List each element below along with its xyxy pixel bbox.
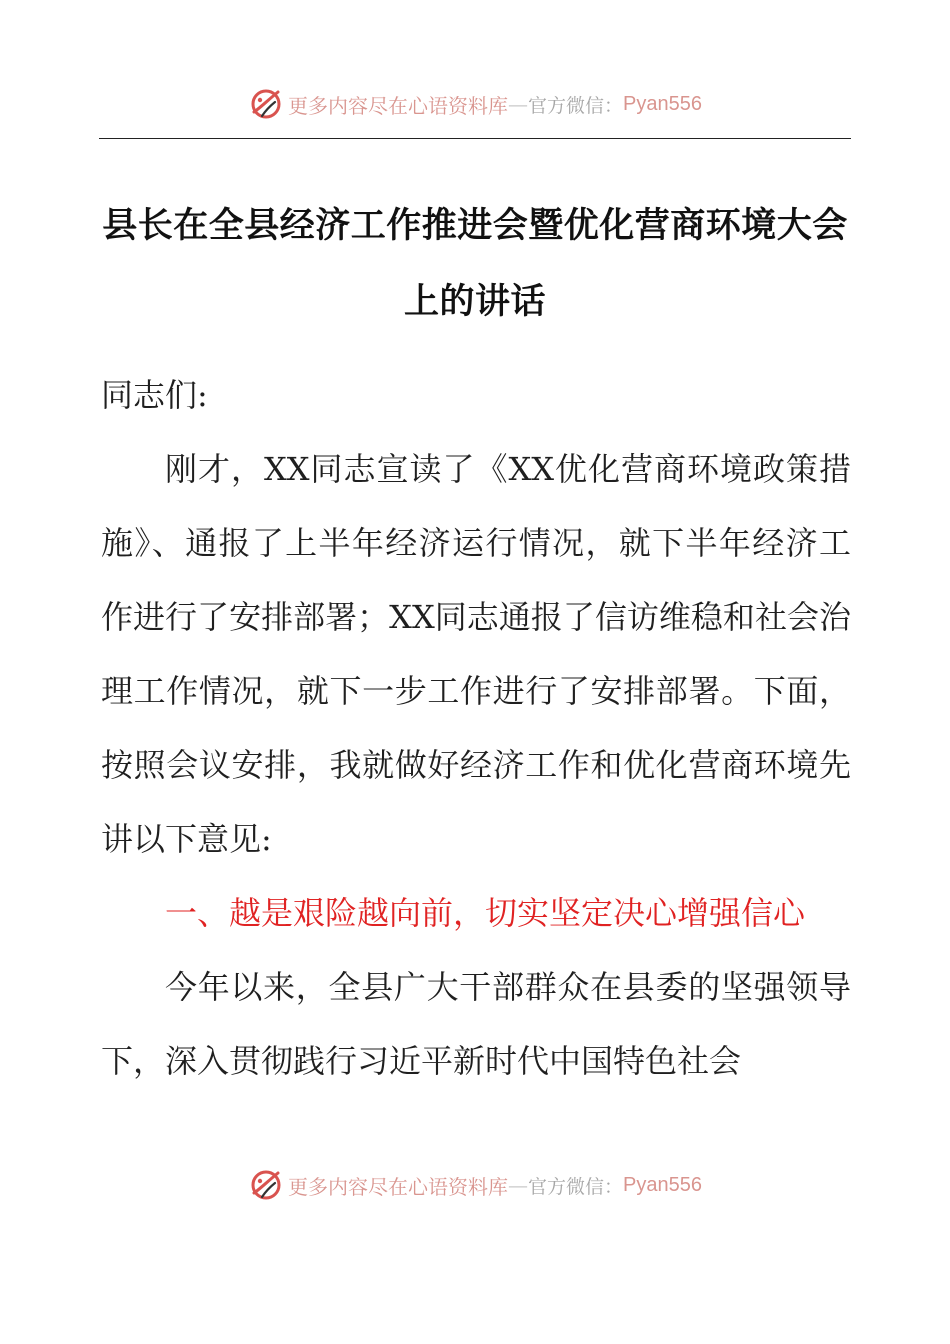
- pen-swirl-logo-icon: [248, 86, 284, 122]
- watermark-wechat-id: Pyan556: [623, 1173, 702, 1196]
- section-heading-1: 一、越是艰险越向前，切实坚定决心增强信心: [165, 894, 806, 932]
- watermark-dash: —: [508, 92, 528, 116]
- watermark-sub-text: 官方微信：: [528, 94, 624, 117]
- watermark-wechat-id: Pyan556: [623, 92, 702, 115]
- body-paragraph-2: 今年以来，全县广大干部群众在县委的坚强领导下，深入贯彻践行习近平新时代中国特色社会: [101, 968, 851, 1080]
- document-title: 县长在全县经济工作推进会暨优化营商环境大会上的讲话: [102, 206, 848, 322]
- body-paragraph-1: 刚才，XX同志宣读了《XX优化营商环境政策措施》、通报了上半年经济运行情况，就下半年经济工作进行了安排部署；XX同志通报了信访维稳和社会治理工作情况，就下一步工作进行了安排部署。下面，按照会议安排，我就做好经济工作和优化营商环境先讲以下意见:: [101, 450, 851, 858]
- header-watermark: [0, 84, 950, 124]
- salutation: 同志们:: [101, 376, 208, 414]
- watermark-sub-text: 官方微信：: [528, 1175, 624, 1198]
- watermark-dash: —: [508, 1173, 528, 1197]
- header-divider: [99, 138, 851, 139]
- watermark-main-text: 更多内容尽在心语资料库: [288, 93, 508, 118]
- document-body: [101, 358, 851, 1098]
- pen-swirl-logo-icon: [248, 1167, 284, 1203]
- watermark-main-text: 更多内容尽在心语资料库: [288, 1174, 508, 1199]
- footer-watermark: [0, 1165, 950, 1205]
